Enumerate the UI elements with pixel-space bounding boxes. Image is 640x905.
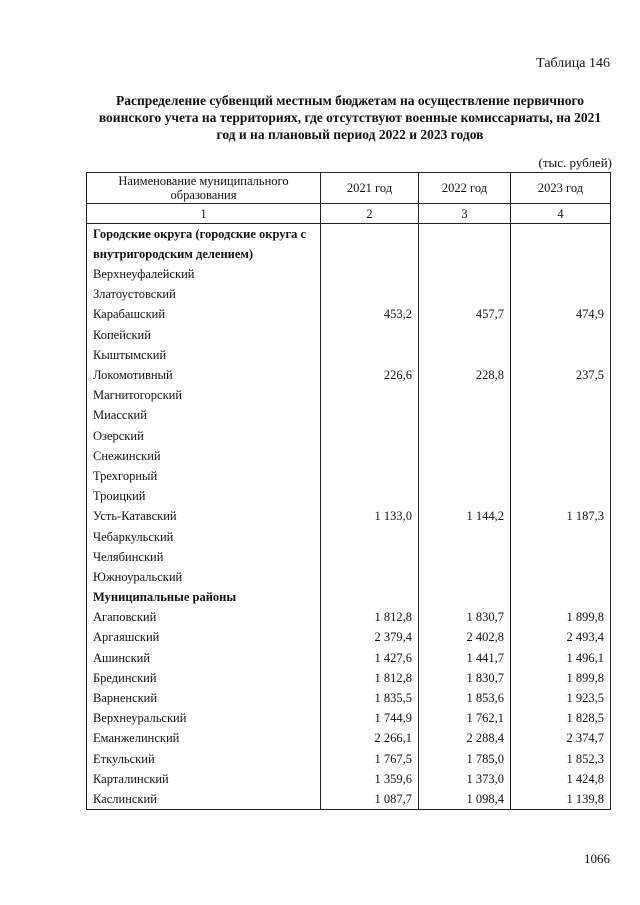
table-row bbox=[87, 567, 611, 587]
value-2021: 1 812,8 bbox=[321, 668, 419, 688]
value-2021 bbox=[321, 446, 419, 466]
value-2023 bbox=[511, 405, 611, 425]
value-2023 bbox=[511, 587, 611, 607]
value-2022 bbox=[419, 466, 511, 486]
value-2022: 228,8 bbox=[419, 365, 511, 385]
header-2023: 2023 год bbox=[511, 173, 611, 204]
municipality-name: Трехгорный bbox=[87, 466, 321, 486]
municipality-name: Южноуральский bbox=[87, 567, 321, 587]
value-2022: 1 830,7 bbox=[419, 607, 511, 627]
table-row bbox=[87, 325, 611, 345]
value-2021: 1 835,5 bbox=[321, 688, 419, 708]
value-2023: 1 424,8 bbox=[511, 769, 611, 789]
municipality-name: Чебаркульский bbox=[87, 526, 321, 546]
value-2022 bbox=[419, 486, 511, 506]
municipality-name: Каслинский bbox=[87, 789, 321, 810]
value-2022 bbox=[419, 426, 511, 446]
table-label: Таблица 146 bbox=[536, 56, 610, 71]
value-2022 bbox=[419, 587, 511, 607]
value-2023: 1 899,8 bbox=[511, 607, 611, 627]
value-2022 bbox=[419, 567, 511, 587]
value-2021 bbox=[321, 567, 419, 587]
value-2021: 453,2 bbox=[321, 304, 419, 324]
municipality-name: Локомотивный bbox=[87, 365, 321, 385]
value-2022 bbox=[419, 385, 511, 405]
municipality-name: Троицкий bbox=[87, 486, 321, 506]
value-2021 bbox=[321, 264, 419, 284]
value-2023 bbox=[511, 426, 611, 446]
value-2023: 2 493,4 bbox=[511, 627, 611, 647]
municipality-name: Варненский bbox=[87, 688, 321, 708]
value-2021 bbox=[321, 526, 419, 546]
value-2021 bbox=[321, 587, 419, 607]
table-row bbox=[87, 365, 611, 385]
value-2021 bbox=[321, 284, 419, 304]
value-2021 bbox=[321, 547, 419, 567]
table-row bbox=[87, 486, 611, 506]
municipality-name: Карталинский bbox=[87, 769, 321, 789]
table-row bbox=[87, 607, 611, 627]
value-2023 bbox=[511, 567, 611, 587]
value-2021 bbox=[321, 325, 419, 345]
municipality-name: Брединский bbox=[87, 668, 321, 688]
value-2021: 1 767,5 bbox=[321, 749, 419, 769]
value-2021: 2 379,4 bbox=[321, 627, 419, 647]
subvention-table bbox=[86, 172, 611, 810]
units-label: (тыс. рублей) bbox=[538, 155, 612, 170]
table-row bbox=[87, 426, 611, 446]
value-2023 bbox=[511, 284, 611, 304]
value-2022 bbox=[419, 547, 511, 567]
value-2021 bbox=[321, 405, 419, 425]
column-number: 1 bbox=[87, 204, 321, 224]
table-row bbox=[87, 688, 611, 708]
value-2021: 226,6 bbox=[321, 365, 419, 385]
table-row bbox=[87, 506, 611, 526]
municipality-name: Еткульский bbox=[87, 749, 321, 769]
column-number: 2 bbox=[321, 204, 419, 224]
value-2023: 1 496,1 bbox=[511, 648, 611, 668]
table-row bbox=[87, 769, 611, 789]
header-2021: 2021 год bbox=[321, 173, 419, 204]
value-2022 bbox=[419, 446, 511, 466]
table-row bbox=[87, 385, 611, 405]
table-row bbox=[87, 627, 611, 647]
value-2021: 2 266,1 bbox=[321, 728, 419, 748]
municipality-name: Кыштымский bbox=[87, 345, 321, 365]
table-row bbox=[87, 284, 611, 304]
value-2021: 1 087,7 bbox=[321, 789, 419, 810]
value-2023: 474,9 bbox=[511, 304, 611, 324]
value-2022: 1 762,1 bbox=[419, 708, 511, 728]
group-row bbox=[87, 587, 611, 607]
table-row bbox=[87, 749, 611, 769]
table-row bbox=[87, 668, 611, 688]
value-2021 bbox=[321, 345, 419, 365]
header-row bbox=[87, 173, 611, 204]
value-2023: 1 187,3 bbox=[511, 506, 611, 526]
municipality-name: Копейский bbox=[87, 325, 321, 345]
municipality-name: Озерский bbox=[87, 426, 321, 446]
column-number: 3 bbox=[419, 204, 511, 224]
value-2023 bbox=[511, 345, 611, 365]
value-2023 bbox=[511, 486, 611, 506]
value-2022: 1 441,7 bbox=[419, 648, 511, 668]
value-2022 bbox=[419, 345, 511, 365]
table-row bbox=[87, 304, 611, 324]
value-2023: 237,5 bbox=[511, 365, 611, 385]
value-2022: 1 144,2 bbox=[419, 506, 511, 526]
value-2021: 1 427,6 bbox=[321, 648, 419, 668]
value-2023 bbox=[511, 547, 611, 567]
municipality-name: Верхнеуральский bbox=[87, 708, 321, 728]
municipality-name: Верхнеуфалейский bbox=[87, 264, 321, 284]
document-title: Распределение субвенций местным бюджетам на осуществление первичного воинского учета на территориях, где отсутствуют военные комиссариаты, на 2021 год и на плановый период 2022 и 2023 годов bbox=[98, 93, 602, 142]
municipality-name: Еманжелинский bbox=[87, 728, 321, 748]
value-2022: 2 288,4 bbox=[419, 728, 511, 748]
value-2023 bbox=[511, 466, 611, 486]
header-2022: 2022 год bbox=[419, 173, 511, 204]
municipality-name: Усть-Катавский bbox=[87, 506, 321, 526]
column-number-row bbox=[87, 204, 611, 224]
municipality-name: Снежинский bbox=[87, 446, 321, 466]
value-2023 bbox=[511, 526, 611, 546]
municipality-name: Ашинский bbox=[87, 648, 321, 668]
municipality-name: Златоустовский bbox=[87, 284, 321, 304]
value-2021 bbox=[321, 385, 419, 405]
value-2022 bbox=[419, 224, 511, 265]
value-2023: 2 374,7 bbox=[511, 728, 611, 748]
value-2023 bbox=[511, 264, 611, 284]
table-row bbox=[87, 547, 611, 567]
value-2022: 457,7 bbox=[419, 304, 511, 324]
table-row bbox=[87, 405, 611, 425]
value-2023: 1 828,5 bbox=[511, 708, 611, 728]
column-number: 4 bbox=[511, 204, 611, 224]
value-2021: 1 359,6 bbox=[321, 769, 419, 789]
table-row bbox=[87, 466, 611, 486]
value-2023 bbox=[511, 325, 611, 345]
value-2023: 1 923,5 bbox=[511, 688, 611, 708]
value-2021 bbox=[321, 486, 419, 506]
value-2022: 1 785,0 bbox=[419, 749, 511, 769]
value-2023: 1 852,3 bbox=[511, 749, 611, 769]
municipality-name: Челябинский bbox=[87, 547, 321, 567]
value-2023 bbox=[511, 385, 611, 405]
municipality-name: Карабашский bbox=[87, 304, 321, 324]
page-number: 1066 bbox=[584, 851, 610, 866]
group-row bbox=[87, 224, 611, 265]
value-2023: 1 899,8 bbox=[511, 668, 611, 688]
value-2023 bbox=[511, 446, 611, 466]
value-2021 bbox=[321, 426, 419, 446]
table-row bbox=[87, 789, 611, 810]
municipality-name: Магнитогорский bbox=[87, 385, 321, 405]
table-body bbox=[87, 224, 611, 810]
municipality-name: Агаповский bbox=[87, 607, 321, 627]
table-row bbox=[87, 264, 611, 284]
value-2021 bbox=[321, 466, 419, 486]
value-2022 bbox=[419, 325, 511, 345]
table-row bbox=[87, 526, 611, 546]
value-2022: 2 402,8 bbox=[419, 627, 511, 647]
municipality-name: Аргаяшский bbox=[87, 627, 321, 647]
value-2023 bbox=[511, 224, 611, 265]
value-2021: 1 744,9 bbox=[321, 708, 419, 728]
table-row bbox=[87, 345, 611, 365]
header-name: Наименование муниципального образования bbox=[87, 173, 321, 204]
municipality-name: Миасский bbox=[87, 405, 321, 425]
value-2022: 1 853,6 bbox=[419, 688, 511, 708]
value-2021: 1 812,8 bbox=[321, 607, 419, 627]
value-2022 bbox=[419, 264, 511, 284]
group-heading: Муниципальные районы bbox=[87, 587, 321, 607]
value-2022: 1 098,4 bbox=[419, 789, 511, 810]
value-2023: 1 139,8 bbox=[511, 789, 611, 810]
value-2022: 1 373,0 bbox=[419, 769, 511, 789]
value-2022 bbox=[419, 405, 511, 425]
value-2022: 1 830,7 bbox=[419, 668, 511, 688]
table-row bbox=[87, 446, 611, 466]
table-row bbox=[87, 728, 611, 748]
value-2022 bbox=[419, 284, 511, 304]
table-row bbox=[87, 648, 611, 668]
value-2021 bbox=[321, 224, 419, 265]
group-heading: Городские округа (городские округа с внутригородским делением) bbox=[87, 224, 321, 265]
value-2021: 1 133,0 bbox=[321, 506, 419, 526]
value-2022 bbox=[419, 526, 511, 546]
table-row bbox=[87, 708, 611, 728]
